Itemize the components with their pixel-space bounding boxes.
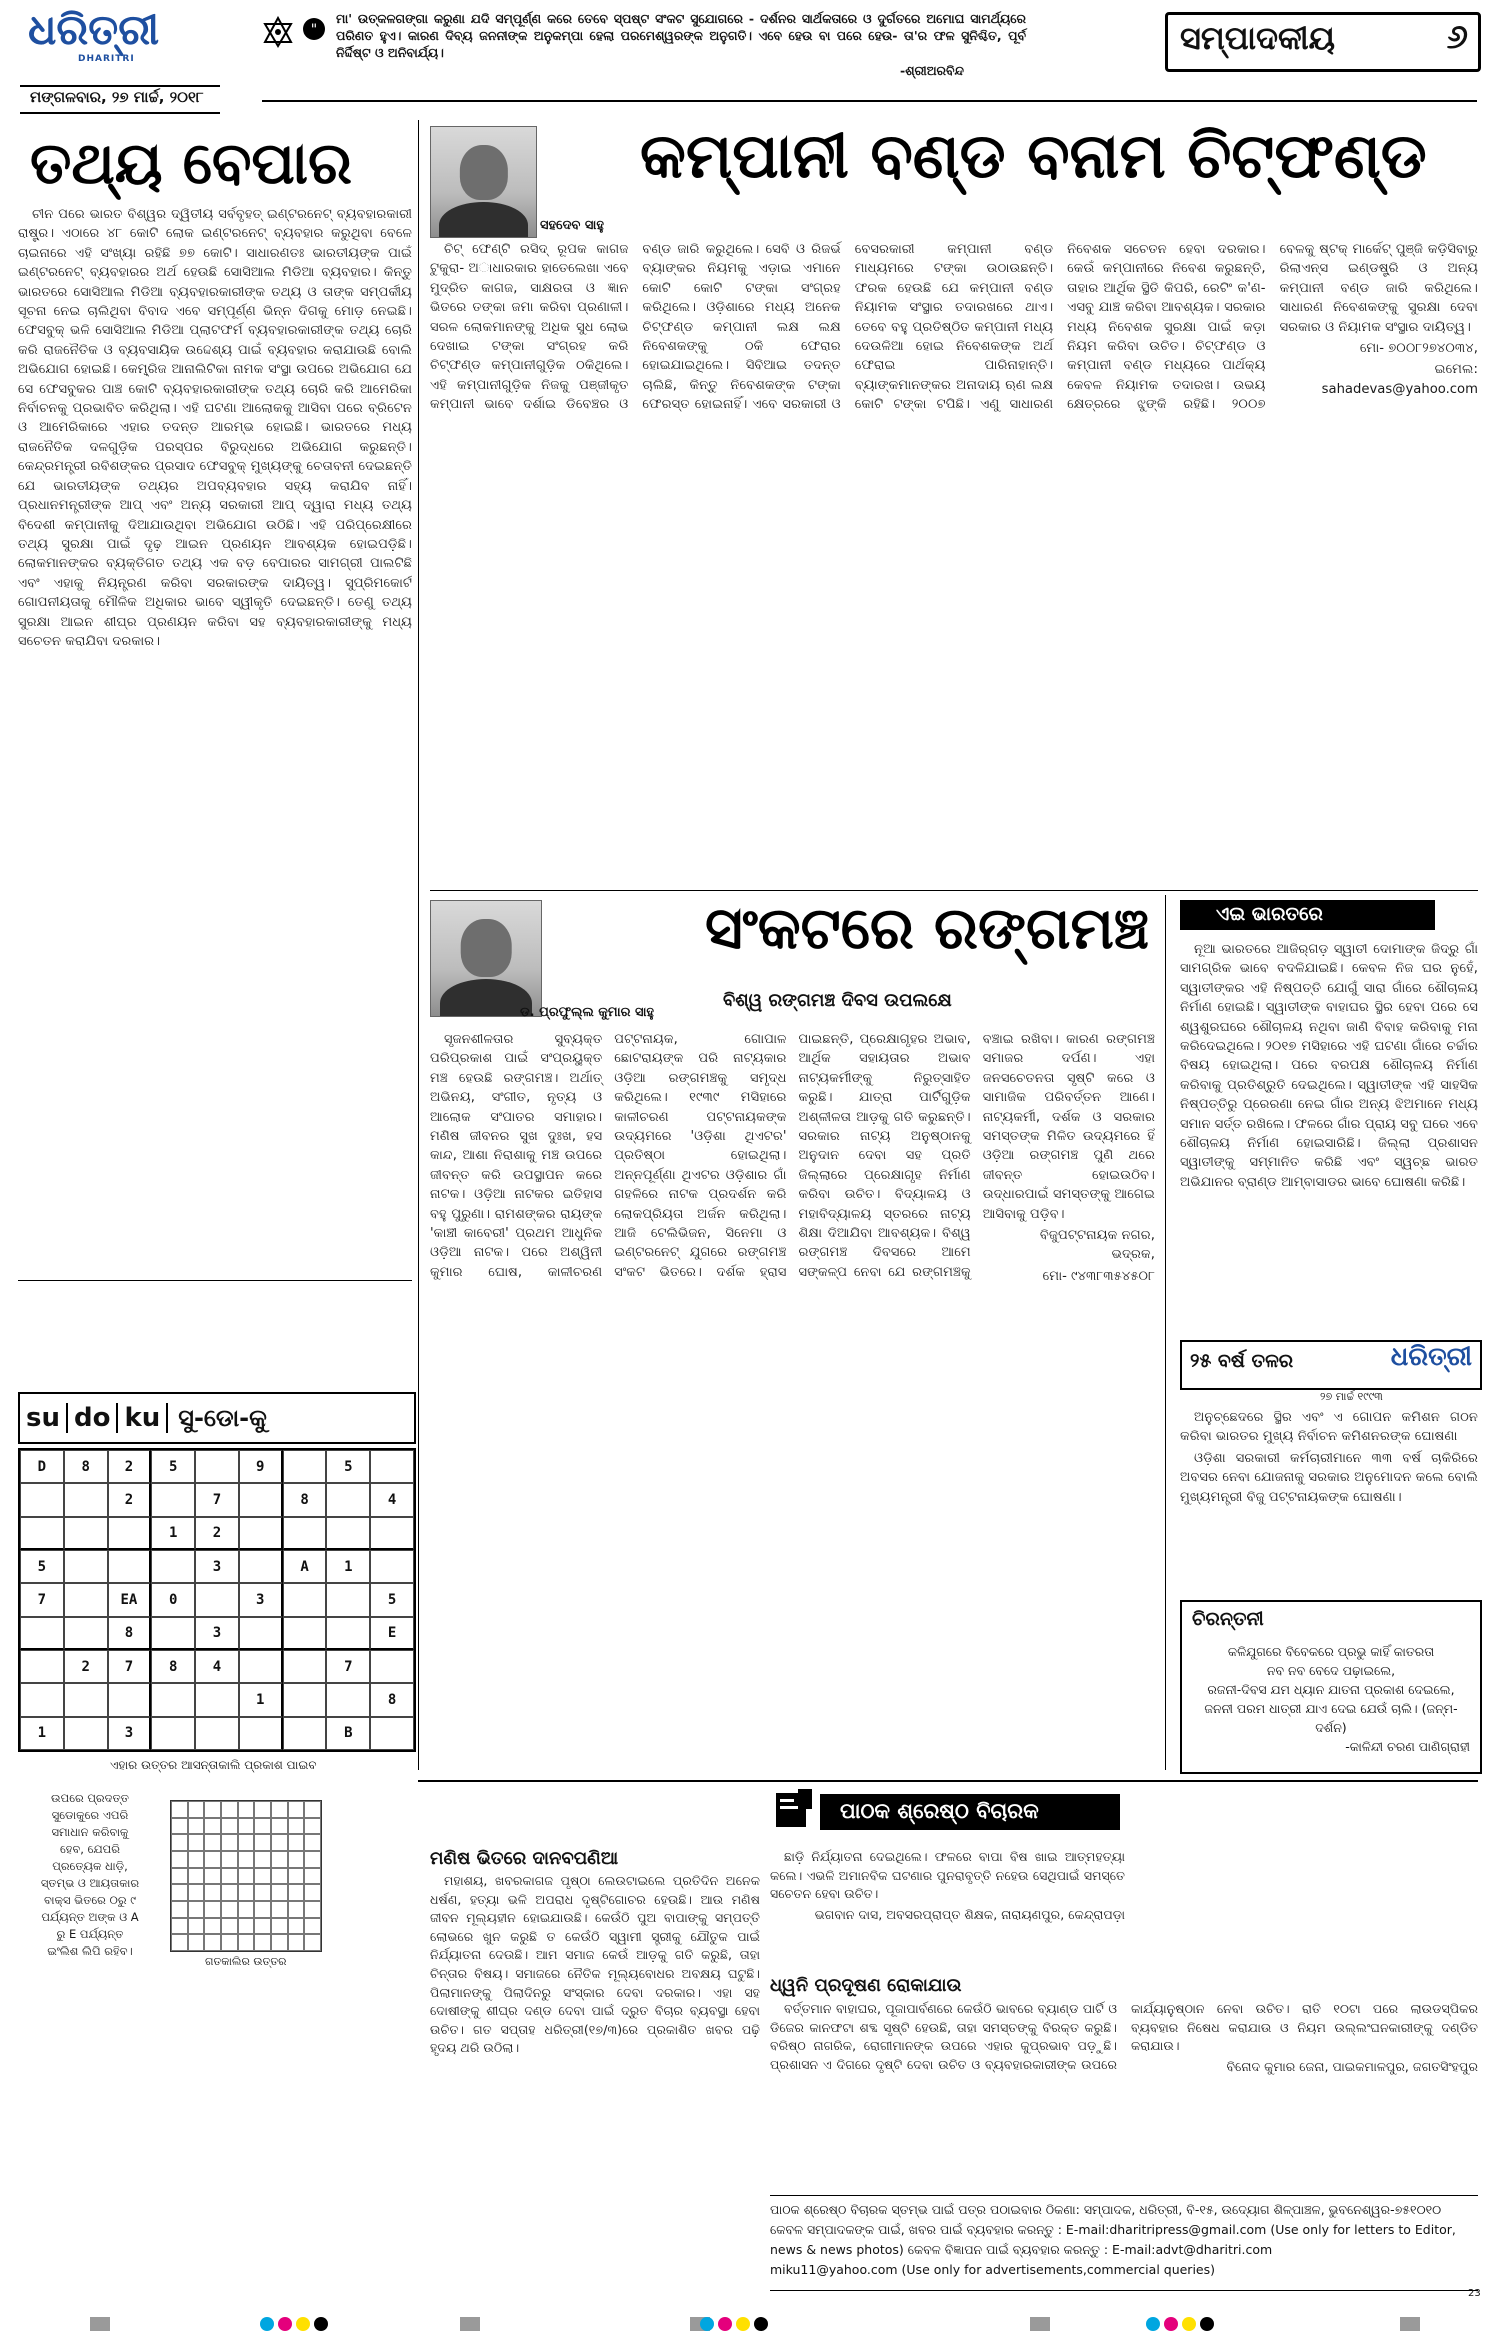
sudoku-cell bbox=[108, 1550, 152, 1583]
yellow-dot bbox=[1182, 2317, 1196, 2331]
sudoku-answer-grid bbox=[170, 1800, 322, 1952]
sudoku-answer-cell bbox=[254, 1884, 271, 1901]
sudoku-cell: 3 bbox=[239, 1583, 283, 1616]
author-name-2: ଡ. ପ୍ରଫୁଲ୍ଲ କୁମାର ସାହୁ bbox=[520, 1005, 654, 1020]
archive-banner bbox=[1180, 1340, 1482, 1390]
sudoku-cell bbox=[20, 1517, 64, 1550]
black-dot bbox=[754, 2317, 768, 2331]
sudoku-cell bbox=[370, 1650, 414, 1683]
sudoku-cell bbox=[283, 1717, 327, 1750]
article1-body bbox=[430, 240, 1478, 880]
sudoku-cell: 8 bbox=[283, 1483, 327, 1516]
sudoku-answer-cell bbox=[221, 1868, 238, 1885]
sudoku-cell bbox=[151, 1717, 195, 1750]
sudoku-answer-cell bbox=[304, 1851, 321, 1868]
yellow-dot bbox=[736, 2317, 750, 2331]
sudoku-answer-cell bbox=[171, 1801, 188, 1818]
author-photo-prafulla bbox=[430, 900, 542, 1017]
article1-text: ଚିଟ୍ ଫେଣ୍ଟି ରସିଦ୍ ରୂପକ କାଗଜ ଟୁକୁରା- ଅାଧାରକାର ହାତେଲେଖା ଏବେ ମୁଦ୍ରିତ କାଗଜ, ସାକ୍ଷରତା ଓ ଜ୍ଞାନ ଭିତରେ ତଙ୍କା ଜମା କରିବା ପ୍ରଣାଳୀ। ସରଳ ଲୋକମାନଙ୍କୁ ଅଧିକ ସୁଧ ଲୋଭ ଦେଖାଇ ଟଙ୍କା ସଂଗ୍ରହ କରି ଚିଟ୍‌ଫଣ୍ଡ କମ୍ପାନୀଗୁଡ଼ିକ ଠକିଥିଲେ। ଏହି କମ୍ପାନୀଗୁଡ଼ିକ ନିଜକୁ ପଞ୍ଜୀକୃତ କମ୍ପାନୀ ଭାବେ ଦର୍ଶାଇ ଡିବେଞ୍ଚର ଓ ବଣ୍ଡ ଜାରି କରୁଥିଲେ। ସେବି ଓ ରିଜର୍ଭ ବ୍ୟାଙ୍କର ନିୟମକୁ ଏଡ଼ାଇ ଏମାନେ କୋଟି କୋଟି ଟଙ୍କା ସଂଗ୍ରହ କରିଥିଲେ। ଓଡ଼ିଶାରେ ମଧ୍ୟ ଅନେକ ଚିଟ୍‌ଫଣ୍ଡ କମ୍ପାନୀ ଲକ୍ଷ ଲକ୍ଷ ନିବେଶକଙ୍କୁ ଠକି ଫେରାର ହୋଇଯାଇଥିଲେ। ସିବିଆଇ ତଦନ୍ତ ଚାଲିଛି, କିନ୍ତୁ ନିବେଶକଙ୍କ ଟଙ୍କା ଫେରସ୍ତ ହୋଇନାହିଁ। ଏବେ ସରକାରୀ ଓ ବେସରକାରୀ କମ୍ପାନୀ ବଣ୍ଡ ମାଧ୍ୟମରେ ଟଙ୍କା ଉଠାଉଛନ୍ତି। ଫରକ ହେଉଛି ଯେ କମ୍ପାନୀ ବଣ୍ଡ ନିୟାମକ ସଂସ୍ଥାର ତଦାରଖରେ ଥାଏ। ତେବେ ବହୁ ପ୍ରତିଷ୍ଠିତ କମ୍ପାନୀ ମଧ୍ୟ ଦେଉଳିଆ ହୋଇ ନିବେଶକଙ୍କ ଅର୍ଥ ଫେରାଇ ପାରିନାହାନ୍ତି। ବ୍ୟାଙ୍କମାନଙ୍କର ଅନାଦାୟ ଋଣ ଲକ୍ଷ କୋଟି ଟଙ୍କା ଟପିଛି। ଏଣୁ ସାଧାରଣ ନିବେଶକ ସଚେତନ ହେବା ଦରକାର। କେଉଁ କମ୍ପାନୀରେ ନିବେଶ କରୁଛନ୍ତି, ତାହାର ଆର୍ଥିକ ସ୍ଥିତି କିପରି, ରେଟିଂ କ'ଣ- ଏସବୁ ଯାଞ୍ଚ କରିବା ଆବଶ୍ୟକ। ସରକାର ମଧ୍ୟ ନିବେଶକ ସୁରକ୍ଷା ପାଇଁ କଡ଼ା ନିୟମ କରିବା ଉଚିତ। ଚିଟ୍‌ଫଣ୍ଡ ଓ କମ୍ପାନୀ ବଣ୍ଡ ମଧ୍ୟରେ ପାର୍ଥକ୍ୟ କେବଳ ନିୟାମକ ତଦାରଖ। ଉଭୟ କ୍ଷେତ୍ରରେ ଝୁଙ୍କି ରହିଛି। ୨୦୦୭ ବେଳକୁ ଷ୍ଟକ୍ ମାର୍କେଟ୍ ପୁଞ୍ଜି କଡ଼ିସିବାରୁ ରିଲାଏନ୍ସ ଇଣ୍ଡଷ୍ଟ୍ରି ଓ ଅନ୍ୟ କମ୍ପାନୀ ବଣ୍ଡ ଜାରି କରିଥିଲେ। ସାଧାରଣ ନିବେଶକଙ୍କୁ ସୁରକ୍ଷା ଦେବା ସରକାର ଓ ନିୟାମକ ସଂସ୍ଥାର ଦାୟିତ୍ୱ। bbox=[430, 242, 1478, 413]
sudoku-answer-cell bbox=[204, 1834, 221, 1851]
archive-logo: ଧରିତ୍ରୀ bbox=[1390, 1342, 1472, 1372]
page-number: 23 bbox=[1468, 2288, 1481, 2299]
sudoku-cell bbox=[64, 1517, 108, 1550]
sudoku-cell bbox=[108, 1517, 152, 1550]
sudoku-answer-cell bbox=[171, 1868, 188, 1885]
sudoku-cell: 8 bbox=[108, 1617, 152, 1650]
section-banner bbox=[1165, 12, 1481, 72]
sudoku-cell: 7 bbox=[108, 1650, 152, 1683]
sudoku-answer-cell bbox=[204, 1884, 221, 1901]
letters-footer-line-1: ପାଠକ ଶ୍ରେଷ୍ଠ ବିଚାରକ ସ୍ତମ୍ଭ ପାଇଁ ପତ୍ର ପଠାଇବାର ଠିକଣା: ସମ୍ପାଦକ, ଧରିତ୍ରୀ, ବି-୧୫, ଉଦ୍ୟୋଗ ଶିଳ୍ପାଞ୍ଚଳ, ଭୁବନେଶ୍ୱର-୭୫୧୦୧୦ bbox=[770, 2202, 1442, 2217]
sudoku-cell bbox=[20, 1683, 64, 1716]
sudoku-cell bbox=[151, 1617, 195, 1650]
sudoku-answer-cell bbox=[254, 1818, 271, 1835]
sudoku-cell: E bbox=[370, 1617, 414, 1650]
sudoku-answer-cell bbox=[188, 1818, 205, 1835]
sudoku-cell bbox=[283, 1617, 327, 1650]
sudoku-answer-cell bbox=[171, 1818, 188, 1835]
sudoku-answer-cell bbox=[271, 1818, 288, 1835]
sudoku-cell: 2 bbox=[64, 1650, 108, 1683]
sudoku-cell: 7 bbox=[326, 1650, 370, 1683]
sudoku-answer-cell bbox=[238, 1818, 255, 1835]
sudoku-answer-cell bbox=[254, 1901, 271, 1918]
sudoku-cell: 5 bbox=[326, 1450, 370, 1483]
sudoku-cell: 1 bbox=[151, 1517, 195, 1550]
chirantani-lines bbox=[1192, 1642, 1470, 1756]
sudoku-answer-cell bbox=[271, 1884, 288, 1901]
grey-swatch bbox=[1400, 2317, 1420, 2331]
article1-email: ଇମେଲ: sahadevas@yahoo.com bbox=[1321, 362, 1478, 397]
sudoku-caption: ଏହାର ଉତ୍ତର ଆସନ୍ତାକାଲି ପ୍ରକାଶ ପାଇବ bbox=[110, 1758, 317, 1772]
sudoku-answer-cell bbox=[204, 1851, 221, 1868]
cyan-dot bbox=[260, 2317, 274, 2331]
black-dot bbox=[314, 2317, 328, 2331]
bharat-heading-box bbox=[1180, 900, 1435, 930]
sudoku-cell bbox=[195, 1450, 239, 1483]
sudoku-cell: 1 bbox=[239, 1683, 283, 1716]
sudoku-answer-cell bbox=[271, 1934, 288, 1951]
sudoku-answer-cell bbox=[304, 1818, 321, 1835]
sudoku-cell bbox=[370, 1717, 414, 1750]
masthead-logo bbox=[28, 6, 158, 78]
sudoku-answer-cell bbox=[188, 1918, 205, 1935]
sudoku-cell bbox=[239, 1717, 283, 1750]
editorial-title: ତଥ୍ୟ ବେପାର bbox=[30, 129, 352, 197]
sudoku-answer-cell bbox=[188, 1901, 205, 1918]
sudoku-answer-cell bbox=[238, 1834, 255, 1851]
color-bar bbox=[0, 2310, 1497, 2339]
article2-contact: ମୋ- ୯୪୩୮୩୫୪୫୦୮ bbox=[1042, 1268, 1155, 1284]
sudoku-cell: 0 bbox=[151, 1583, 195, 1616]
sudoku-answer-cell bbox=[288, 1901, 305, 1918]
archive-label: ୨୫ ବର୍ଷ ତଳର bbox=[1190, 1350, 1294, 1372]
sudoku-cell: 4 bbox=[195, 1650, 239, 1683]
sudoku-cell bbox=[239, 1517, 283, 1550]
sudoku-cell: EA bbox=[108, 1583, 152, 1616]
sudoku-cell bbox=[64, 1717, 108, 1750]
sudoku-instructions bbox=[40, 1790, 140, 1960]
article2-text: ସୃଜନଶୀଳତାର ସୁବ୍ୟକ୍ତ ପରିପ୍ରକାଶ ପାଇଁ ସଂପ୍ରୟୁକ୍ତ ମଞ୍ଚ ହେଉଛି ରଙ୍ଗମଞ୍ଚ। ଅର୍ଥାତ୍ ଅଭିନୟ, ସଂଗୀତ, ନୃତ୍ୟ ଓ ଆଲୋକ ସଂପାତର ସମାହାର। ମଣିଷ ଜୀବନର ସୁଖ ଦୁଃଖ, ହସ କାନ୍ଦ, ଆଶା ନିରାଶାକୁ ମଞ୍ଚ ଉପରେ ଜୀବନ୍ତ କରି ଉପସ୍ଥାପନ କରେ ନାଟକ। ଓଡ଼ିଆ ନାଟକର ଇତିହାସ ବହୁ ପୁରୁଣା। ରାମଶଙ୍କର ରାୟଙ୍କ 'କାଞ୍ଚୀ କାବେରୀ' ପ୍ରଥମ ଆଧୁନିକ ଓଡ଼ିଆ ନାଟକ। ପରେ ଅଶ୍ୱିନୀ କୁମାର ଘୋଷ, କାଳୀଚରଣ ପଟ୍ଟନାୟକ, ଗୋପାଳ ଛୋଟରାୟଙ୍କ ପରି ନାଟ୍ୟକାର ଓଡ଼ିଆ ରଙ୍ଗମଞ୍ଚକୁ ସମୃଦ୍ଧ କରିଥିଲେ। ୧୯୩୯ ମସିହାରେ କାଳୀଚରଣ ପଟ୍ଟନାୟକଙ୍କ ଉଦ୍ୟମରେ 'ଓଡ଼ିଶା ଥିଏଟର' ପ୍ରତିଷ୍ଠା ହୋଇଥିଲା। ଅନ୍ନପୂର୍ଣ୍ଣା ଥିଏଟର ଓଡ଼ିଶାର ଗାଁ ଗହଳିରେ ନାଟକ ପ୍ରଦର୍ଶନ କରି ଲୋକପ୍ରିୟତା ଅର୍ଜନ କରିଥିଲା। ଆଜି ଟେଲିଭିଜନ, ସିନେମା ଓ ଇଣ୍ଟରନେଟ୍ ଯୁଗରେ ରଙ୍ଗମଞ୍ଚ ସଂକଟ ଭିତରେ। ଦର୍ଶକ ହ୍ରାସ ପାଇଛନ୍ତି, ପ୍ରେକ୍ଷାଗୃହର ଅଭାବ, ଆର୍ଥିକ ସହାୟତାର ଅଭାବ ନାଟ୍ୟକର୍ମୀଙ୍କୁ ନିରୁତ୍ସାହିତ କରୁଛି। ଯାତ୍ରା ପାର୍ଟିଗୁଡ଼ିକ ଅଶ୍ଳୀଳତା ଆଡ଼କୁ ଗତି କରୁଛନ୍ତି। ସରକାର ନାଟ୍ୟ ଅନୁଷ୍ଠାନକୁ ଅନୁଦାନ ଦେବା ସହ ପ୍ରତି ଜିଲ୍ଲାରେ ପ୍ରେକ୍ଷାଗୃହ ନିର୍ମାଣ କରିବା ଉଚିତ। ବିଦ୍ୟାଳୟ ଓ ମହାବିଦ୍ୟାଳୟ ସ୍ତରରେ ନାଟ୍ୟ ଶିକ୍ଷା ଦିଆଯିବା ଆବଶ୍ୟକ। ବିଶ୍ୱ ରଙ୍ଗମଞ୍ଚ ଦିବସରେ ଆମେ ସଙ୍କଳ୍ପ ନେବା ଯେ ରଙ୍ଗମଞ୍ଚକୁ ବଞ୍ଚାଇ ରଖିବା। କାରଣ ରଙ୍ଗମଞ୍ଚ ସମାଜର ଦର୍ପଣ। ଏହା ଜନସଚେତନତା ସୃଷ୍ଟି କରେ ଓ ସାମାଜିକ ପରିବର୍ତ୍ତନ ଆଣେ। ନାଟ୍ୟକର୍ମୀ, ଦର୍ଶକ ଓ ସରକାର ସମସ୍ତଙ୍କ ମିଳିତ ଉଦ୍ୟମରେ ହିଁ ଓଡ଼ିଆ ରଙ୍ଗମଞ୍ଚ ପୁଣି ଥରେ ଜୀବନ୍ତ ହୋଇଉଠିବ। ଉଦ୍ଧାରପାଇଁ ସମସ୍ତଙ୍କୁ ଆଗେଇ ଆସିବାକୁ ପଡ଼ିବ। bbox=[430, 1032, 1155, 1280]
bharat-heading: ଏଇ ଭାରତରେ bbox=[1216, 903, 1323, 925]
magenta-dot bbox=[1164, 2317, 1178, 2331]
sudoku-cell bbox=[195, 1583, 239, 1616]
chirantani-line: ରଜନୀ-ଦିବସ ଯମ ଧ୍ୟାନ ଯାତନା ପ୍ରକାଶ ଦେଇଲେ, bbox=[1207, 1682, 1455, 1697]
sudoku-answer-cell bbox=[188, 1851, 205, 1868]
sudoku-answer-cell bbox=[254, 1868, 271, 1885]
sudoku-cell bbox=[20, 1617, 64, 1650]
sudoku-answer-cell bbox=[204, 1934, 221, 1951]
sudoku-cell bbox=[370, 1550, 414, 1583]
sudoku-cell bbox=[283, 1583, 327, 1616]
sudoku-answer-cell bbox=[221, 1901, 238, 1918]
sudoku-answer-cell bbox=[204, 1818, 221, 1835]
sudoku-cell bbox=[64, 1483, 108, 1516]
sudoku-answer-cell bbox=[288, 1834, 305, 1851]
bharat-text: ନୂଆ ଭାରତରେ ଆଜିର୍‌ଗଡ଼ ସ୍ୱାତୀ ଦୋମାଙ୍କ ଜିଦ୍ରୁ ଗାଁ ସାମଗ୍ରିକ ଭାବେ ବଦଳିଯାଇଛି। କେବଳ ନିଜ ଘର ନୁହେଁ, ସ୍ୱାତୀଙ୍କର ଏହି ନିଷ୍ପତ୍ତି ଯୋଗୁଁ ସାରା ଗାଁରେ ଶୌଚାଳୟ ନିର୍ମାଣ ହୋଇଛି। ସ୍ୱାତୀଙ୍କ ବାହାଘର ସ୍ଥିର ହେବା ପରେ ସେ ଶ୍ୱଶୁରଘରେ ଶୌଚାଳୟ ନଥିବା ଜାଣି ବିବାହ କରିବାକୁ ମନା କରିଦେଇଥିଲେ। ୨୦୧୭ ମସିହାରେ ଏହି ଘଟଣା ଗାଁରେ ଚର୍ଚ୍ଚାର ବିଷୟ ହୋଇଥିଲା। ପରେ ବରପକ୍ଷ ଶୌଚାଳୟ ନିର୍ମାଣ କରିବାକୁ ପ୍ରତିଶ୍ରୁତି ଦେଇଥିଲେ। ସ୍ୱାତୀଙ୍କ ଏହି ସାହସିକ ନିଷ୍ପତ୍ତିରୁ ପ୍ରେରଣା ନେଇ ଗାଁର ଅନ୍ୟ ଝିଅମାନେ ମଧ୍ୟ ସମାନ ସର୍ତ୍ତ ରଖିଲେ। ଫଳରେ ଗାଁର ପ୍ରାୟ ସବୁ ଘରେ ଏବେ ଶୌଚାଳୟ ନିର୍ମାଣ ହୋଇସାରିଛି। ଜିଲ୍ଲା ପ୍ରଶାସନ ସ୍ୱାତୀଙ୍କୁ ସମ୍ମାନିତ କରିଛି ଏବଂ ସ୍ୱଚ୍ଛ ଭାରତ ଅଭିଯାନର ବ୍ରାଣ୍ଡ ଆମ୍ବାସାଡର ଭାବେ ଘୋଷଣା କରିଛି। bbox=[1180, 942, 1478, 1190]
sudoku-answer-cell bbox=[288, 1918, 305, 1935]
chirantani-line: ଜନନୀ ପରମ ଧାତ୍ରୀ ଯାଏ ଦେଇ ଯେଉଁ ଚାଲି। (ଜନ୍ମ-ଦର୍ଶନ) bbox=[1204, 1701, 1458, 1735]
sudoku-cell bbox=[151, 1683, 195, 1716]
article2-address: ବିଜୁପଟ୍ଟନାୟକ ନଗର, ଭଦ୍ରକ, bbox=[1039, 1228, 1155, 1263]
editorial-body bbox=[18, 205, 412, 1265]
archive-date: ୨୭ ମାର୍ଚ୍ଚ ୧୯୯୩ bbox=[1320, 1390, 1383, 1403]
cyan-dot bbox=[700, 2317, 714, 2331]
editorial-text: ଚୀନ ପରେ ଭାରତ ବିଶ୍ୱର ଦ୍ୱିତୀୟ ସର୍ବବୃହତ୍ ଇଣ୍ଟରନେଟ୍ ବ୍ୟବହାରକାରୀ ରାଷ୍ଟ୍ର। ଏଠାରେ ୪୮ କୋଟି ଲୋକ ଇଣ୍ଟରନେଟ୍ ବ୍ୟବହାର କରୁଥିବା ବେଳେ ଚାଇନାରେ ଏହି ସଂଖ୍ୟା ରହିଛି ୭୭ କୋଟି। ସାଧାରଣତଃ ଭାରତୀୟଙ୍କ ପାଇଁ ଇଣ୍ଟରନେଟ୍ ବ୍ୟବହାରର ଅର୍ଥ ହେଉଛି ସୋସିଆଲ ମିଡିଆ ବ୍ୟବହାର। କିନ୍ତୁ ଭାରତରେ ସୋସିଆଲ ମିଡିଆ ବ୍ୟବହାରକାରୀଙ୍କ ତଥ୍ୟ ଓ ତାଙ୍କ ସମ୍ପର୍କୀୟ ସୂଚନା ନେଇ ଚାଲିଥିବା ବିବାଦ ଏବେ ସମ୍ପୂର୍ଣ୍ଣ ଭିନ୍ନ ଦିଗକୁ ମୋଡ଼ ନେଇଛି। ଫେସବୁକ୍ ଭଳି ସୋସିଆଲ ମିଡିଆ ପ୍ଲାଟଫର୍ମ ବ୍ୟବହାରକାରୀଙ୍କ ତଥ୍ୟ ଚୋରି କରି ରାଜନୈତିକ ଓ ବ୍ୟବସାୟିକ ଉଦ୍ଦେଶ୍ୟ ପାଇଁ ବ୍ୟବହାର କରାଯାଉଛି ବୋଲି ଅଭିଯୋଗ ହୋଇଛି। କେମ୍ବ୍ରିଜ ଆନାଲିଟିକା ନାମକ ସଂସ୍ଥା ଉପରେ ଅଭିଯୋଗ ଯେ ସେ ଫେସବୁକର ପାଞ୍ଚ କୋଟି ବ୍ୟବହାରକାରୀଙ୍କ ତଥ୍ୟ ଚୋରି କରି ଆମେରିକା ନିର୍ବାଚନକୁ ପ୍ରଭାବିତ କରିଥିଲା। ଏହି ଘଟଣା ଆଲୋକକୁ ଆସିବା ପରେ ବ୍ରିଟେନ ଓ ଆମେରିକାରେ ଏହାର ତଦନ୍ତ ଆରମ୍ଭ ହୋଇଛି। ଭାରତରେ ମଧ୍ୟ ରାଜନୈତିକ ଦଳଗୁଡ଼ିକ ପରସ୍ପର ବିରୁଦ୍ଧରେ ଅଭିଯୋଗ କରୁଛନ୍ତି। କେନ୍ଦ୍ରମନ୍ତ୍ରୀ ରବିଶଙ୍କର ପ୍ରସାଦ ଫେସବୁକ୍ ମୁଖ୍ୟଙ୍କୁ ଚେତାବନୀ ଦେଇଛନ୍ତି ଯେ ଭାରତୀୟଙ୍କ ତଥ୍ୟର ଅପବ୍ୟବହାର ସହ୍ୟ କରାଯିବ ନାହିଁ। ପ୍ରଧାନମନ୍ତ୍ରୀଙ୍କ ଆପ୍ ଏବଂ ଅନ୍ୟ ସରକାରୀ ଆପ୍ ଦ୍ୱାରା ମଧ୍ୟ ତଥ୍ୟ ବିଦେଶୀ କମ୍ପାନୀକୁ ଦିଆଯାଉଥିବା ଅଭିଯୋଗ ଉଠିଛି। ଏହି ପରିପ୍ରେକ୍ଷୀରେ ତଥ୍ୟ ସୁରକ୍ଷା ପାଇଁ ଦୃଢ଼ ଆଇନ ପ୍ରଣୟନ ଆବଶ୍ୟକ ହୋଇପଡ଼ିଛି। ଲୋକମାନଙ୍କର ବ୍ୟକ୍ତିଗତ ତଥ୍ୟ ଏକ ବଡ଼ ବେପାରର ସାମଗ୍ରୀ ପାଲଟିଛି ଏବଂ ଏହାକୁ ନିୟନ୍ତ୍ରଣ କରିବା ସରକାରଙ୍କ ଦାୟିତ୍ୱ। ସୁପ୍ରିମକୋର୍ଟ ଗୋପନୀୟତାକୁ ମୌଳିକ ଅଧିକାର ଭାବେ ସ୍ୱୀକୃତି ଦେଇଛନ୍ତି। ତେଣୁ ତଥ୍ୟ ସୁରକ୍ଷା ଆଇନ ଶୀଘ୍ର ପ୍ରଣୟନ କରିବା ସହ ବ୍ୟବହାରକାରୀଙ୍କୁ ମଧ୍ୟ ସଚେତନ କରାଯିବା ଦରକାର। bbox=[18, 207, 412, 649]
quote-icon bbox=[300, 18, 328, 42]
sudoku-do: do bbox=[68, 1403, 118, 1433]
sudoku-cell: 3 bbox=[195, 1617, 239, 1650]
sudoku-answer-cell bbox=[304, 1801, 321, 1818]
sudoku-answer-cell bbox=[254, 1834, 271, 1851]
sudoku-cell: 9 bbox=[239, 1450, 283, 1483]
svg-text:": " bbox=[310, 22, 318, 38]
author-photo-sahadeva bbox=[430, 126, 537, 238]
sudoku-answer-cell bbox=[254, 1801, 271, 1818]
sudoku-cell: 1 bbox=[20, 1717, 64, 1750]
letter2-col bbox=[770, 1848, 1125, 1978]
sudoku-cell bbox=[239, 1550, 283, 1583]
sudoku-instructions-text: ଉପରେ ପ୍ରଦତ୍ତ ସୁଡୋକୁରେ ଏପରି ସମାଧାନ କରିବାକୁ ହେବ, ଯେପରି ପ୍ରତ୍ୟେକ ଧାଡ଼ି, ସ୍ତମ୍ଭ ଓ ଆୟତାକାର ବାକ୍ସ ଭିତରେ ୦ରୁ ୯ ପର୍ଯ୍ୟନ୍ତ ଅଙ୍କ ଓ A ରୁ E ପର୍ଯ୍ୟନ୍ତ ଇଂଲିଶ ଲିପି ରହିବ। bbox=[40, 1791, 140, 1958]
sudoku-answer-cell bbox=[304, 1834, 321, 1851]
sudoku-cell bbox=[283, 1450, 327, 1483]
chirantani-box bbox=[1180, 1600, 1482, 1774]
sudoku-answer-cell bbox=[188, 1834, 205, 1851]
sudoku-answer-cell bbox=[204, 1918, 221, 1935]
sudoku-cell bbox=[151, 1550, 195, 1583]
sudoku-answer-cell bbox=[288, 1934, 305, 1951]
sudoku-answer-cell bbox=[188, 1934, 205, 1951]
sudoku-answer-cell bbox=[304, 1868, 321, 1885]
sudoku-cell bbox=[326, 1683, 370, 1716]
sudoku-cell: 3 bbox=[195, 1550, 239, 1583]
sudoku-cell bbox=[195, 1717, 239, 1750]
sudoku-cell bbox=[370, 1517, 414, 1550]
letter3-author: ବିନୋଦ କୁମାର ଜେନା, ପାଇକମାଳପୁର, ଜଗତସିଂହପୁର bbox=[1226, 2058, 1478, 2074]
chirantani-author: -କାଳିନ୍ଦୀ ଚରଣ ପାଣିଗ୍ରାହୀ bbox=[1345, 1739, 1470, 1754]
quote-author: -ଶ୍ରୀଅରବିନ୍ଦ bbox=[900, 63, 964, 78]
star-emblem-icon bbox=[262, 16, 294, 48]
sudoku-answer-cell bbox=[171, 1918, 188, 1935]
sudoku-cell: D bbox=[20, 1450, 64, 1483]
sudoku-cell bbox=[64, 1617, 108, 1650]
sudoku-answer-cell bbox=[171, 1901, 188, 1918]
sudoku-answer-cell bbox=[271, 1801, 288, 1818]
sudoku-cell: 4 bbox=[370, 1483, 414, 1516]
sudoku-cell bbox=[326, 1617, 370, 1650]
chirantani-line: କଳିଯୁଗରେ ବିବେକରେ ପ୍ରଭୁ କାହିଁ କାତରତା bbox=[1227, 1644, 1435, 1659]
sudoku-cell: 1 bbox=[326, 1550, 370, 1583]
sudoku-answer-label: ଗତକାଲିର ଉତ୍ତର bbox=[205, 1955, 287, 1968]
sudoku-cell bbox=[283, 1650, 327, 1683]
article2-subhead: ବିଶ୍ୱ ରଙ୍ଗମଞ୍ଚ ଦିବସ ଉପଲକ୍ଷେ bbox=[723, 990, 952, 1011]
sudoku-cell bbox=[239, 1650, 283, 1683]
grey-swatch bbox=[90, 2317, 110, 2331]
letters-footer-line-4: miku11@yahoo.com (Use only for advertisements,commercial queries) bbox=[770, 2262, 1216, 2277]
sudoku-su: su bbox=[20, 1403, 68, 1433]
sudoku-answer-cell bbox=[238, 1901, 255, 1918]
article2-title: ସଂକଟରେ ରଙ୍ଗମଞ୍ଚ bbox=[705, 894, 1149, 962]
sudoku-cell: 5 bbox=[370, 1583, 414, 1616]
sudoku-cell bbox=[64, 1550, 108, 1583]
sudoku-answer-cell bbox=[254, 1851, 271, 1868]
article1-title: କମ୍ପାନୀ ବଣ୍ଡ ବନାମ ଚିଟ୍‌ଫଣ୍ଡ bbox=[640, 119, 1427, 192]
archive-list bbox=[1180, 1408, 1478, 1588]
sudoku-cell bbox=[20, 1483, 64, 1516]
quote-text: ମା' ଉତ୍କଳଗଙ୍ଗା କରୁଣା ଯଦି ସମ୍ପୂର୍ଣ୍ଣ କରେ ତେବେ ସ୍ପଷ୍ଟ ସଂକଟ ସୁଯୋଗରେ - ଦର୍ଶନର ସାର୍ଥକତାରେ ଓ ଦୁର୍ଗତରେ ଅମୋଘ ସାମର୍ଥ୍ୟରେ ପରିଣତ ହୁଏ। କାରଣ ଦିବ୍ୟ ଜନନୀଙ୍କ ଅନୁକମ୍ପା ହେଲା ପରମେଶ୍ୱରଙ୍କ ଅନୁଗତି। ଏବେ ହେଉ ବା ପରେ ହେଉ- ତା'ର ଫଳ ସୁନିଶ୍ଚିତ, ପୂର୍ବ ନିର୍ଦ୍ଦିଷ୍ଟ ଓ ଅନିବାର୍ଯ୍ୟ। bbox=[336, 11, 1026, 60]
letter1-body bbox=[430, 1872, 760, 2172]
sudoku-answer-cell bbox=[188, 1801, 205, 1818]
sudoku-cell: 2 bbox=[195, 1517, 239, 1550]
magenta-dot bbox=[718, 2317, 732, 2331]
sudoku-answer-cell bbox=[238, 1801, 255, 1818]
letters-footer-line-3: news & news photos) କେବଳ ବିଜ୍ଞାପନ ପାଇଁ ବ୍ୟବହାର କରନ୍ତୁ : E-mail:advt@dharitri.com bbox=[770, 2242, 1273, 2257]
sudoku-answer-cell bbox=[254, 1934, 271, 1951]
archive-item-2: ଓଡ଼ିଶା ସରକାରୀ କର୍ମଚାରୀମାନେ ୩୩ ବର୍ଷ ଚାକିରିରେ ଅବସର ନେବା ଯୋଜନାକୁ ସରକାର ଅନୁମୋଦନ କଲେ ବୋଲି ମୁଖ୍ୟମନ୍ତ୍ରୀ ବିଜୁ ପଟ୍ଟନାୟକଙ୍କ ଘୋଷଣା। bbox=[1180, 1450, 1478, 1505]
grey-swatch bbox=[1030, 2317, 1050, 2331]
article1-contact: ମୋ- ୭୦୦୮୨୭୪୦୩୪, bbox=[1359, 341, 1478, 357]
sudoku-cell bbox=[108, 1683, 152, 1716]
sudoku-answer-cell bbox=[238, 1918, 255, 1935]
letters-icon bbox=[770, 1785, 818, 1833]
sudoku-answer-cell bbox=[304, 1901, 321, 1918]
sudoku-answer-cell bbox=[221, 1801, 238, 1818]
logo-sub: DHARITRI bbox=[78, 54, 135, 64]
sudoku-answer-cell bbox=[171, 1834, 188, 1851]
sudoku-answer-cell bbox=[221, 1918, 238, 1935]
sudoku-answer-cell bbox=[171, 1884, 188, 1901]
sudoku-title bbox=[18, 1392, 416, 1444]
sudoku-cell bbox=[326, 1583, 370, 1616]
logo-text: ଧରିତ୍ରୀ bbox=[28, 5, 160, 54]
letter2-author: ଭଗବାନ ଦାସ, ଅବସରପ୍ରାପ୍ତ ଶିକ୍ଷକ, ନାରାୟଣପୁର, କେନ୍ଦ୍ରାପଡ଼ା bbox=[814, 1906, 1125, 1922]
sudoku-cell bbox=[326, 1483, 370, 1516]
sudoku-answer-cell bbox=[304, 1918, 321, 1935]
sudoku-cell bbox=[239, 1617, 283, 1650]
sudoku-answer-cell bbox=[288, 1851, 305, 1868]
letters-heading-box bbox=[820, 1794, 1120, 1830]
sudoku-cell: 7 bbox=[20, 1583, 64, 1616]
sudoku-answer-cell bbox=[254, 1918, 271, 1935]
sudoku-answer-cell bbox=[288, 1868, 305, 1885]
letter2-text: ବର୍ତ୍ତମାନ ବାହାଘର, ପୂଜାପାର୍ବଣରେ କେଉଁଠି ଭାବରେ ବ୍ୟାଣ୍ଡ ପାର୍ଟି ଓ ଡିଜେର କାନଫଟା ଶବ୍ଦ ସୃଷ୍ଟି ହେଉଛି, ତାହା ସମସ୍ତଙ୍କୁ ବିରକ୍ତ କରୁଛି। ବରିଷ୍ଠ ନାଗରିକ, ରୋଗୀମାନଙ୍କ ଉପରେ ଏହାର କୁପ୍ରଭାବ ପଡ଼ୁଛି। ପ୍ରଶାସନ ଏ ଦିଗରେ ଦୃଷ୍ଟି ଦେବା ଉଚିତ ଓ ବ୍ୟବହାରକାରୀଙ୍କ ଉପରେ କାର୍ଯ୍ୟାନୁଷ୍ଠାନ ନେବା ଉଚିତ। ରାତି ୧୦ଟା ପରେ ଲାଉଡସ୍ପିକର ବ୍ୟବହାର ନିଷେଧ କରାଯାଉ ଓ ନିୟମ ଉଲ୍ଲଂଘନକାରୀଙ୍କୁ ଦଣ୍ଡିତ କରାଯାଉ। bbox=[770, 2001, 1478, 2072]
letter1-text: ମହାଶୟ, ଖବରକାଗଜ ପୃଷ୍ଠା ଲେଉଟାଇଲେ ପ୍ରତିଦିନ ଅନେକ ଧର୍ଷଣ, ହତ୍ୟା ଭଳି ଅପରାଧ ଦୃଷ୍ଟିଗୋଚର ହେଉଛି। ଆଉ ମଣିଷ ଜୀବନ ମୂଲ୍ୟହୀନ ହୋଇଯାଉଛି। କେଉଁଠି ପୁଅ ବାପାଙ୍କୁ ସମ୍ପତ୍ତି ଲୋଭରେ ଖୁନ କରୁଛି ତ କେଉଁଠି ସ୍ୱାମୀ ସ୍ତ୍ରୀକୁ ଯୌତୁକ ପାଇଁ ନିର୍ଯ୍ୟାତନା ଦେଉଛି। ଆମ ସମାଜ କେଉଁ ଆଡ଼କୁ ଗତି କରୁଛି, ତାହା ଚିନ୍ତାର ବିଷୟ। ସମାଜରେ ନୈତିକ ମୂଲ୍ୟବୋଧର ଅବକ୍ଷୟ ଘଟୁଛି। ପିଲାମାନଙ୍କୁ ପିଲାଦିନରୁ ସଂସ୍କାର ଦେବା ଦରକାର। ଏହା ସହ ଦୋଷୀଙ୍କୁ ଶୀଘ୍ର ଦଣ୍ଡ ଦେବା ପାଇଁ ଦ୍ରୁତ ବିଚାର ବ୍ୟବସ୍ଥା ହେବା ଉଚିତ। ଗତ ସପ୍ତାହ ଧରିତ୍ରୀ(୧୭/୩)ରେ ପ୍ରକାଶିତ ଖବର ପଢ଼ି ହୃଦୟ ଥରି ଉଠିଲା। bbox=[430, 1873, 760, 2056]
sudoku-cell bbox=[239, 1483, 283, 1516]
sudoku-answer-cell bbox=[288, 1818, 305, 1835]
sudoku-answer-cell bbox=[271, 1868, 288, 1885]
sudoku-cell bbox=[326, 1517, 370, 1550]
sudoku-cell: 8 bbox=[151, 1650, 195, 1683]
sudoku-answer-cell bbox=[271, 1851, 288, 1868]
letter2-title: ଧ୍ୱନି ପ୍ରଦୂଷଣ ରୋକାଯାଉ bbox=[770, 1975, 962, 1996]
sudoku-answer-cell bbox=[204, 1868, 221, 1885]
sudoku-cell: 7 bbox=[195, 1483, 239, 1516]
sudoku-answer-cell bbox=[304, 1934, 321, 1951]
page-number-big: ୬ bbox=[1446, 17, 1468, 57]
sudoku-answer-cell bbox=[238, 1868, 255, 1885]
sudoku-cell: 2 bbox=[108, 1450, 152, 1483]
sudoku-cell: 8 bbox=[64, 1450, 108, 1483]
sudoku-title-odia: ସୁ-ଡୋ-କୁ bbox=[178, 1404, 267, 1432]
magenta-dot bbox=[278, 2317, 292, 2331]
sudoku-cell: 2 bbox=[108, 1483, 152, 1516]
sudoku-cell bbox=[283, 1683, 327, 1716]
cyan-dot bbox=[1146, 2317, 1160, 2331]
sudoku-answer-cell bbox=[188, 1884, 205, 1901]
letter1-title: ମଣିଷ ଭିତରେ ଦାନବପଣିଆ bbox=[430, 1848, 619, 1869]
letter2-body bbox=[770, 2000, 1478, 2100]
sudoku-answer-cell bbox=[221, 1934, 238, 1951]
sudoku-answer-cell bbox=[171, 1934, 188, 1951]
sudoku-cell bbox=[64, 1583, 108, 1616]
sudoku-ku: ku bbox=[118, 1403, 168, 1433]
sudoku-answer-cell bbox=[271, 1834, 288, 1851]
sudoku-answer-cell bbox=[304, 1884, 321, 1901]
sudoku-answer-cell bbox=[204, 1901, 221, 1918]
sudoku-answer-cell bbox=[288, 1884, 305, 1901]
sudoku-grid bbox=[18, 1448, 416, 1752]
letters-heading: ପାଠକ ଶ୍ରେଷ୍ଠ ବିଚାରକ bbox=[840, 1799, 1039, 1823]
sudoku-answer-cell bbox=[188, 1868, 205, 1885]
chirantani-heading: ଚିରନ୍ତନୀ bbox=[1192, 1608, 1264, 1630]
sudoku-answer-cell bbox=[204, 1801, 221, 1818]
sudoku-answer-cell bbox=[238, 1884, 255, 1901]
sudoku-cell bbox=[151, 1483, 195, 1516]
sudoku-cell bbox=[64, 1683, 108, 1716]
yellow-dot bbox=[296, 2317, 310, 2331]
sudoku-answer-cell bbox=[221, 1851, 238, 1868]
sudoku-cell bbox=[370, 1450, 414, 1483]
sudoku-cell: A bbox=[283, 1550, 327, 1583]
letters-footer bbox=[770, 2195, 1478, 2291]
date-line: ମଙ୍ଗଳବାର, ୨୭ ମାର୍ଚ୍ଚ, ୨୦୧୮ bbox=[30, 88, 204, 106]
sudoku-cell bbox=[20, 1650, 64, 1683]
author-name-1: ସହଦେବ ସାହୁ bbox=[540, 218, 604, 233]
black-dot bbox=[1200, 2317, 1214, 2331]
sudoku-cell bbox=[283, 1517, 327, 1550]
sudoku-answer-cell bbox=[238, 1934, 255, 1951]
sudoku-cell: 5 bbox=[20, 1550, 64, 1583]
sudoku-answer-cell bbox=[221, 1884, 238, 1901]
sudoku-answer-cell bbox=[238, 1851, 255, 1868]
sudoku-cell: 3 bbox=[108, 1717, 152, 1750]
bharat-body bbox=[1180, 940, 1478, 1340]
sudoku-cell: 8 bbox=[370, 1683, 414, 1716]
sudoku-answer-cell bbox=[271, 1918, 288, 1935]
archive-item-1: ଅନୁଚ୍ଛେଦରେ ସ୍ଥିର ଏବଂ ଏ ଗୋପନ କମିଶନ ଗଠନ କରିବା ଭାରତର ମୁଖ୍ୟ ନିର୍ବାଚନ କମିଶନରଙ୍କ ଘୋଷଣା bbox=[1180, 1410, 1478, 1445]
letter2-top: ଛାଡ଼ି ନିର୍ଯ୍ୟାତନା ଦେଇଥିଲେ। ଫଳରେ ବାପା ବିଷ ଖାଇ ଆତ୍ମହତ୍ୟା କଲେ। ଏଭଳି ଅମାନବିକ ଘଟଣାର ପୁନରାବୃତ୍ତି ନହେଉ ସେଥିପାଇଁ ସମସ୍ତେ ସଚେତନ ହେବା ଉଚିତ। bbox=[770, 1849, 1125, 1902]
article2-body bbox=[430, 1030, 1155, 1770]
sudoku-cell: 5 bbox=[151, 1450, 195, 1483]
chirantani-line: ନବ ନବ ବେଦେ ପଢ଼ାଇଲେ, bbox=[1266, 1663, 1396, 1678]
section-title: ସମ୍ପାଦକୀୟ bbox=[1180, 19, 1336, 57]
sudoku-cell bbox=[195, 1683, 239, 1716]
sudoku-cell: B bbox=[326, 1717, 370, 1750]
grey-swatch bbox=[460, 2317, 480, 2331]
sudoku-answer-cell bbox=[221, 1818, 238, 1835]
sudoku-answer-cell bbox=[271, 1901, 288, 1918]
sudoku-answer-cell bbox=[221, 1834, 238, 1851]
sudoku-answer-cell bbox=[171, 1851, 188, 1868]
letters-footer-line-2: କେବଳ ସମ୍ପାଦକଙ୍କ ପାଇଁ, ଖବର ପାଇଁ ବ୍ୟବହାର କରନ୍ତୁ : E-mail:dharitripress@gmail.com (Use only for letters to Editor, bbox=[770, 2222, 1456, 2237]
sudoku-answer-cell bbox=[288, 1801, 305, 1818]
